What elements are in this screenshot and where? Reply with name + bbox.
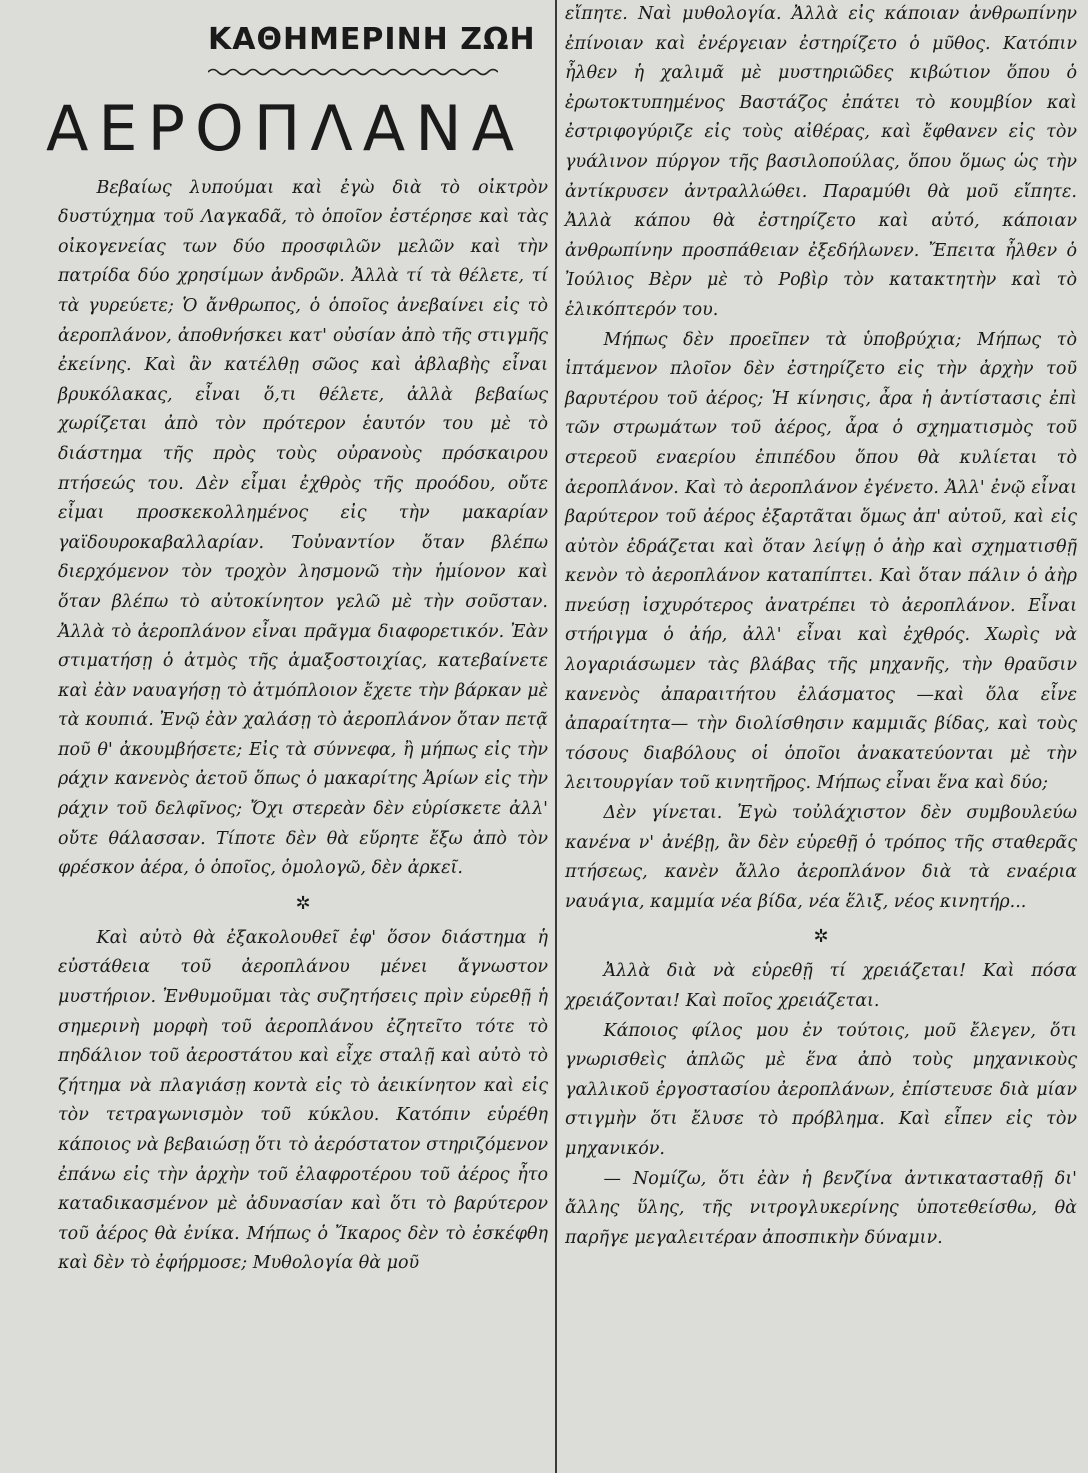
paragraph: Δὲν γίνεται. Ἐγὼ τοὐλάχιστον δὲν συμβουλεύω κανένα ν' ἀνέβῃ, ἂν δὲν εὑρεθῇ ὁ τρόπος τῆς σταθερᾶς πτήσεως, κανὲν ἄλλο ἀεροπλάνον διὰ τὰ εναέρια ναυάγια, καμμία νέα βίδα, νέα ἕλιξ, νέος κινητήρ... xyxy=(565,803,1077,912)
paragraph: — Νομίζω, ὅτι ἐὰν ἡ βενζίνα ἀντικατασταθῇ δι' ἄλλης ὕλης, τῆς νιτρογλυκερίνης ὑποτεθείσθω, θὰ παρῆγε μεγαλειτέραν ἀποσπικὴν δύναμιν. xyxy=(565,1168,1077,1248)
ornament-divider: ✲ xyxy=(813,926,829,948)
paragraph: εἴπητε. Ναὶ μυθολογία. Ἀλλὰ εἰς κάποιαν ἀνθρωπίνην ἐπίνοιαν καὶ ἐνέργειαν ἐστηρίζετο ὁ μῦθος. Κατόπιν ἦλθεν ἡ χαλιμᾶ μὲ μυστηριῶδες κιβώτιον ὅπου ὁ ἐρωτοκτυπημένος Βαστάζος ἐπάτει τὸ κουμβίον καὶ ἐστριφογύριζε εἰς τοὺς αἰθέρας, καὶ ἔφθανεν εἰς τὸν γυάλινον πύργον τῆς βασιλοπούλας, ὅπου ὅμως ὡς τὴν ἀντίκρυσεν ἀντραλλώθει. Παραμύθι θὰ μοῦ εἴπητε. Ἀλλὰ κάπου θὰ ἐστηρίζετο καὶ αὐτό, κάποιαν ἀνθρωπίνην προσπάθειαν ἐξεδήλωνεν. Ἔπειτα ἦλθεν ὁ Ἰούλιος Βὲρν μὲ τὸ Ροβὶρ τὸν κατακτητὴν καὶ τὸ ἑλικόπτερόν του. xyxy=(565,4,1077,320)
section-title: ΚΑΘΗΜΕΡΙΝΗ ΖΩΗ xyxy=(208,22,536,57)
paragraph: Μήπως δὲν προεῖπεν τὰ ὑποβρύχια; Μήπως τὸ ἱπτάμενον πλοῖον δὲν ἐστηρίζετο εἰς τὴν ἀρχὴν τοῦ βαρυτέρου τοῦ ἀέρος; Ἡ κίνησις, ἆρα ἡ ἀντίστασις ἐπὶ τῶν στρωμάτων τοῦ ἀέρος, ἆρα ὁ σχηματισμὸς τοῦ στερεοῦ εναερίου ἐπιπέδου ὅπου θὰ κυλίεται τὸ ἀεροπλάνον. Καὶ τὸ ἀεροπλάνον ἐγένετο. Ἀλλ' ἐνῷ εἶναι βαρύτερον τοῦ ἀέρος ἐξαρτᾶται ὅμως ἀπ' αὐτοῦ, καὶ εἰς αὐτὸν ἐδράζεται καὶ ὅταν λείψῃ ὁ ἀὴρ καὶ σχηματισθῇ κενὸν τὸ ἀεροπλάνον καταπίπτει. Καὶ ὅταν πάλιν ὁ ἀὴρ πνεύσῃ ἰσχυρότερος ἀνατρέπει τὸ ἀεροπλάνον. Εἶναι στήριγμα ὁ ἀήρ, ἀλλ' εἶναι καὶ ἐχθρός. Χωρὶς νὰ λογαριάσωμεν τὰς βλάβας τῆς μηχανῆς, τὴν θραῦσιν κανενὸς ἀπαραιτήτου ἐλάσματος —καὶ ὅλα εἶνε ἀπαραίτητα— τὴν διολίσθησιν καμμιᾶς βίδας, καὶ τοὺς τόσους διαβόλους οἱ ὁποῖοι ἀνακατεύονται μὲ τὴν λειτουργίαν τοῦ κινητῆρος. Μήπως εἶναι ἕνα καὶ δύο; xyxy=(565,329,1077,794)
headline: ΑΕΡΟΠΛΑΝΑ xyxy=(46,91,525,165)
left-column xyxy=(46,0,548,1473)
ornament-divider: ✲ xyxy=(295,892,311,914)
right-column xyxy=(565,0,1077,1473)
paragraph: Βεβαίως λυπούμαι καὶ ἐγὼ διὰ τὸ οἰκτρὸν δυστύχημα τοῦ Λαγκαδᾶ, τὸ ὁποῖον ἐστέρησε καὶ τὰς οἰκογενείας των δύο προσφιλῶν μελῶν καὶ τὴν πατρίδα δύο χρησίμων ἀνδρῶν. Ἀλλὰ τί τὰ θέλετε, τί τὰ γυρεύετε; Ὁ ἄνθρωπος, ὁ ὁποῖος ἀνεβαίνει εἰς τὸ ἀεροπλάνον, ἀποθνήσκει κατ' οὐσίαν ἀπὸ τῆς στιγμῆς ἐκείνης. Καὶ ἂν κατέλθῃ σῶος καὶ ἀβλαβὴς εἶναι βρυκόλακας, εἶναι ὅ,τι θέλετε, ἀλλὰ βεβαίως χωρίζεται ἀπὸ τὸν πρότερον ἑαυτόν του μὲ τὸ διάστημα τῆς πρὸς τοὺς οὐρανοὺς πρόσκαιρου πτήσεώς του. Δὲν εἶμαι ἐχθρὸς τῆς προόδου, οὔτε εἶμαι προσκεκολλημένος εἰς τὴν μακαρίαν γαϊδουροκαβαλλαρίαν. Τοὐναντίον ὅταν βλέπω διερχόμενον τὸν τροχὸν λησμονῶ τὴν ἡμίονον καὶ ὅταν βλέπω τὸ αὐτοκίνητον γελῶ μὲ τὴν σοῦσταν. Ἀλλὰ τὸ ἀεροπλάνον εἶναι πρᾶγμα διαφορετικόν. Ἐὰν στιματήσῃ ὁ ἀτμὸς τῆς ἁμαξοστοιχίας, κατεβαίνετε καὶ ἐὰν ναυαγήσῃ τὸ ἀτμόπλοιον ἔχετε τὴν βάρκαν μὲ τὰ κουπιά. Ἐνῷ ἐὰν χαλάσῃ τὸ ἀεροπλάνον ὅταν πετᾷ ποῦ θ' ἀκουμβήσετε; Εἰς τὰ σύννεφα, ἢ μήπως εἰς τὴν ράχιν κανενὸς ἀετοῦ ὅπως ὁ μακαρίτης Ἀρίων εἰς τὴν ράχιν τοῦ δελφῖνος; Ὄχι στερεὰν δὲν εὑρίσκετε ἀλλ' οὔτε θάλασσαν. Τίποτε δὲν θὰ εὕρητε ἔξω ἀπὸ τὸν φρέσκον ἀέρα, ὁ ὁποῖος, ὁμολογῶ, δὲν ἀρκεῖ. xyxy=(58,177,548,879)
wavy-underline xyxy=(208,67,498,77)
paragraph: Κάποιος φίλος μου ἐν τούτοις, μοῦ ἔλεγεν, ὅτι γνωρισθεὶς ἁπλῶς μὲ ἕνα ἀπὸ τοὺς μηχανικοὺς γαλλικοῦ ἐργοστασίου ἀεροπλάνων, ἐπίστευσε διὰ μίαν στιγμὴν ὅτι ἔλυσε τὸ πρόβλημα. Καὶ εἶπεν εἰς τὸν μηχανικόν. xyxy=(565,1020,1077,1159)
paragraph: Ἀλλὰ διὰ νὰ εὑρεθῇ τί χρειάζεται! Καὶ πόσα χρειάζονται! Καὶ ποῖος χρειάζεται. xyxy=(565,961,1077,1011)
column-rule xyxy=(555,0,557,1473)
paragraph: Καὶ αὐτὸ θὰ ἐξακολουθεῖ ἐφ' ὅσον διάστημα ἡ εὐστάθεια τοῦ ἀεροπλάνου μένει ἄγνωστον μυστήριον. Ἐνθυμοῦμαι τὰς συζητήσεις πρὶν εὑρεθῇ ἡ σημερινὴ μορφὴ τοῦ ἀεροπλάνου ἐζητεῖτο τότε τὸ πηδάλιον τοῦ ἀεροστάτου καὶ εἶχε σταλῇ καὶ αὐτὸ τὸ ζήτημα νὰ πλαγιάσῃ κοντὰ εἰς τὸ ἀεικίνητον καὶ εἰς τὸν τετραγωνισμὸν τοῦ κύκλου. Κατόπιν εὑρέθη κάποιος νὰ βεβαιώσῃ ὅτι τὸ ἀερόστατον στηριζόμενον ἐπάνω εἰς τὴν ἀρχὴν τοῦ ἐλαφροτέρου τοῦ ἀέρος ἦτο καταδικασμένον μὲ ἀδυνασίαν καὶ ὅτι τὸ βαρύτερον τοῦ ἀέρος θὰ ἐνίκα. Μήπως ὁ Ἴκαρος δὲν τὸ ἐσκέφθη καὶ δὲν τὸ ἐφήρμοσε; Μυθολογία θὰ μοῦ xyxy=(58,927,548,1274)
